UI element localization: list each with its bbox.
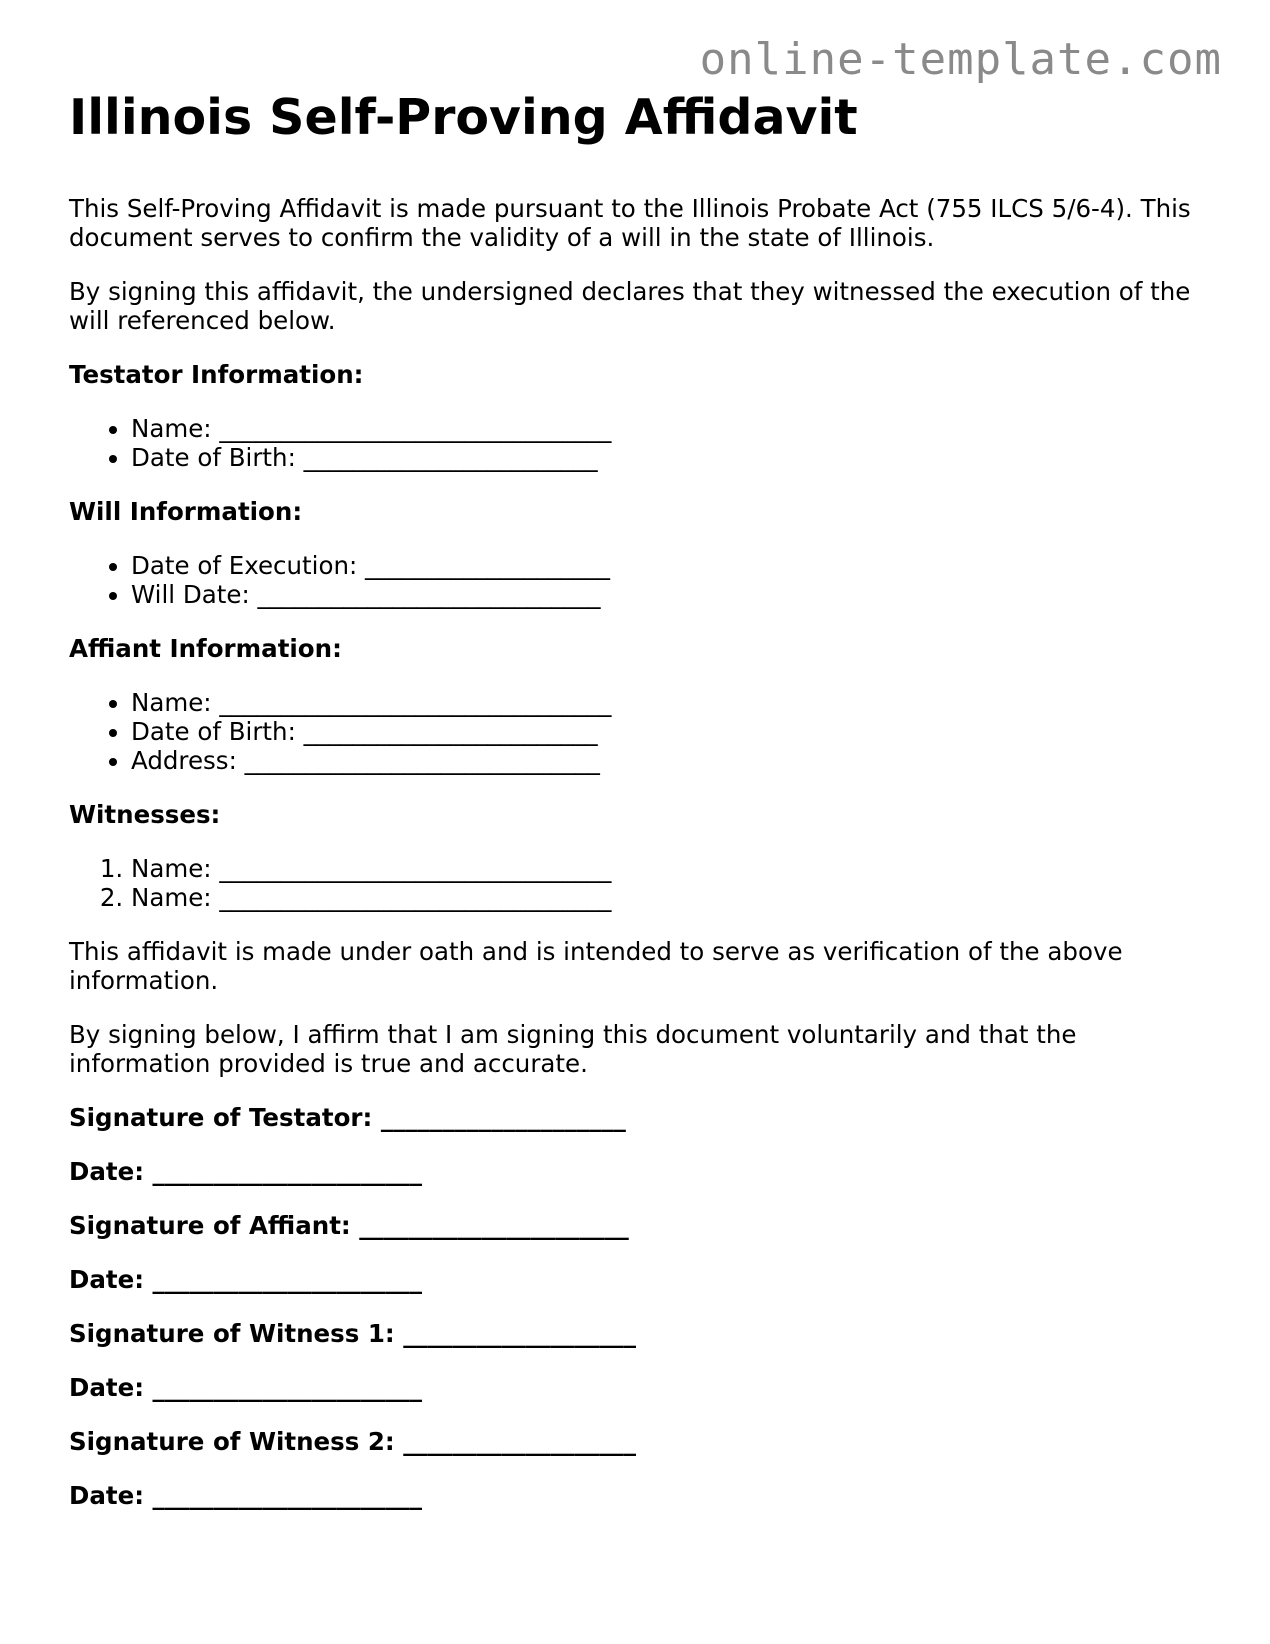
document-page bbox=[69, 90, 1209, 1535]
page-title: Illinois Self-Proving Affidavit bbox=[69, 89, 858, 146]
intro-paragraph-2: By signing this affidavit, the undersigned declares that they witnessed the execution of the will referenced below. bbox=[69, 277, 1191, 336]
witness-2-signature-field[interactable]: Signature of Witness 2: ___________________ bbox=[69, 1427, 636, 1457]
witness-2-name-field[interactable]: 2. Name: ________________________________ bbox=[131, 883, 1209, 912]
will-list bbox=[69, 551, 1209, 609]
testator-signature-field[interactable]: Signature of Testator: ____________________ bbox=[69, 1103, 626, 1133]
affiant-list bbox=[69, 688, 1209, 775]
will-execution-date-field[interactable]: • Date of Execution: ____________________ bbox=[131, 551, 1209, 580]
watermark: online-template.com bbox=[699, 34, 1222, 85]
affiant-address-field[interactable]: • Address: _____________________________ bbox=[131, 746, 1209, 775]
testator-date-field[interactable]: Date: ______________________ bbox=[69, 1157, 423, 1187]
witness-1-signature-field[interactable]: Signature of Witness 1: ___________________ bbox=[69, 1319, 636, 1349]
witnesses-list bbox=[69, 854, 1209, 912]
affiant-name-field[interactable]: • Name: ________________________________ bbox=[131, 688, 1209, 717]
testator-dob-field[interactable]: • Date of Birth: ________________________ bbox=[131, 443, 1209, 472]
affiant-signature-field[interactable]: Signature of Affiant: ______________________ bbox=[69, 1211, 629, 1241]
testator-name-field[interactable]: • Name: ________________________________ bbox=[131, 414, 1209, 443]
testator-heading: Testator Information: bbox=[69, 360, 364, 390]
testator-list bbox=[69, 414, 1209, 472]
witness-1-name-field[interactable]: 1. Name: ________________________________ bbox=[131, 854, 1209, 883]
affiant-date-field[interactable]: Date: ______________________ bbox=[69, 1265, 423, 1295]
witness-2-date-field[interactable]: Date: ______________________ bbox=[69, 1481, 423, 1511]
closing-paragraph-1: This affidavit is made under oath and is intended to serve as verification of the above information. bbox=[69, 937, 1123, 996]
affiant-heading: Affiant Information: bbox=[69, 634, 342, 664]
closing-paragraph-2: By signing below, I affirm that I am signing this document voluntarily and that the information provided is true and accurate. bbox=[69, 1020, 1077, 1079]
will-date-field[interactable]: • Will Date: ____________________________ bbox=[131, 580, 1209, 609]
affiant-dob-field[interactable]: • Date of Birth: ________________________ bbox=[131, 717, 1209, 746]
witness-1-date-field[interactable]: Date: ______________________ bbox=[69, 1373, 423, 1403]
will-heading: Will Information: bbox=[69, 497, 303, 527]
witnesses-heading: Witnesses: bbox=[69, 800, 221, 830]
intro-paragraph-1: This Self-Proving Affidavit is made pursuant to the Illinois Probate Act (755 ILCS 5/6-4). This document serves to confirm the validity of a will in the state of Illinois. bbox=[69, 194, 1191, 253]
